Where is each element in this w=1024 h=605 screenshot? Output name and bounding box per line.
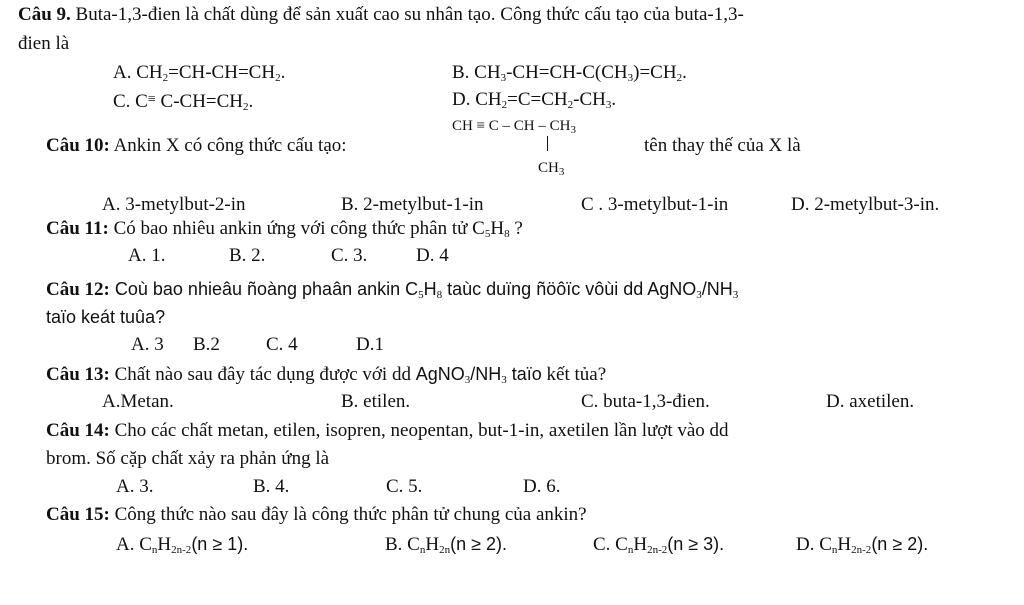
q15-option-a: A. $C_nH_{2n-2}(n \ge 1)$. — [116, 534, 249, 556]
q14-line1: Câu 14: Cho các chất metan, etilen, isopren, neopentan, but-1-in, axetilen lần lượt vào dd — [46, 420, 729, 441]
q15-option-c: C. $C_nH_{2n-2}(n \ge 3)$. — [593, 534, 725, 556]
q10-structure-bond — [547, 136, 548, 151]
q11-line: Câu 11: Có bao nhiêu ankin ứng với công thức phân tử $C_5H_8$ ? — [46, 218, 523, 240]
q14-option-c: C. 5. — [386, 476, 423, 497]
q13-line: Câu 13: Chất nào sau đây tác dụng được với dd $AgNO_3/NH_3$ taïo kết tủa? — [46, 364, 607, 386]
q9-option-b: B. $CH_3-CH=CH-C(CH_3)=CH_2$. — [452, 62, 687, 84]
q15-label: Câu 15: — [46, 504, 110, 525]
q9-line2: đien là — [18, 33, 70, 54]
q10-structure-bottom: $CH_3$ — [538, 160, 565, 178]
q10-option-b: B. 2-metylbut-1-in — [341, 194, 484, 215]
q12-label: Câu 12: — [46, 279, 110, 300]
q11-option-b: B. 2. — [229, 245, 266, 266]
q10-option-c: C . 3-metylbut-1-in — [581, 194, 729, 215]
q10-line — [46, 135, 347, 157]
q12-line1: Câu 12: Coù bao nhieâu ñoàng phaân ankin $C_5H_8$ taùc duïng ñöôïc vôùi dd $AgNO_3/NH_3$ — [46, 279, 739, 301]
q14-option-a: A. 3. — [116, 476, 154, 497]
q13-option-d: D. axetilen. — [826, 391, 915, 412]
q12-option-c: C. 4 — [266, 334, 298, 355]
q9-option-c: C. C≡ $C-CH=CH_2$. — [113, 91, 254, 113]
q11-label: Câu 11: — [46, 218, 109, 239]
q11-option-d: D. 4 — [416, 245, 449, 266]
q9-text1: Buta-1,3-đien là chất dùng để sản xuất cao su nhân tạo. Công thức cấu tạo của buta-1,3- — [70, 4, 744, 25]
q12-option-b: B.2 — [193, 334, 220, 355]
q14-label: Câu 14: — [46, 420, 110, 441]
q12-option-a: A. 3 — [131, 334, 164, 355]
q9-line1 — [18, 4, 744, 26]
q11-option-c: C. 3. — [331, 245, 368, 266]
q11-option-a: A. 1. — [128, 245, 166, 266]
q15-line: Câu 15: Công thức nào sau đây là công thức phân tử chung của ankin? — [46, 504, 587, 525]
q9-option-a: A. $CH_2=CH-CH=CH_2$. — [113, 62, 286, 84]
q14-line2: brom. Số cặp chất xảy ra phản ứng là — [46, 448, 330, 469]
q10-option-d: D. 2-metylbut-3-in. — [791, 194, 940, 215]
q10-option-a: A. 3-metylbut-2-in — [102, 194, 246, 215]
q15-option-d: D. $C_nH_{2n-2}(n \ge 2)$. — [796, 534, 929, 556]
q10-text: Ankin X có công thức cấu tạo: — [109, 135, 347, 156]
q14-option-d: D. 6. — [523, 476, 561, 497]
q10-structure-top: CH ≡ C – CH – $CH_3$ — [452, 118, 576, 136]
q13-option-b: B. etilen. — [341, 391, 411, 412]
q9-label: Câu 9. — [18, 4, 71, 25]
q13-option-c: C. buta-1,3-đien. — [581, 391, 710, 412]
q10-label: Câu 10: — [46, 135, 110, 156]
q10-suffix: tên thay thế của X là — [644, 135, 801, 156]
q13-label: Câu 13: — [46, 364, 110, 385]
q9-option-d: D. $CH_2=C=CH_2-CH_3$. — [452, 89, 617, 111]
q12-line2: taïo keát tuûa? — [46, 307, 166, 327]
q12-option-d: D.1 — [356, 334, 384, 355]
q13-option-a: A.Metan. — [102, 391, 174, 412]
q15-option-b: B. $C_nH_{2n}(n \ge 2)$. — [385, 534, 507, 556]
q14-option-b: B. 4. — [253, 476, 290, 497]
